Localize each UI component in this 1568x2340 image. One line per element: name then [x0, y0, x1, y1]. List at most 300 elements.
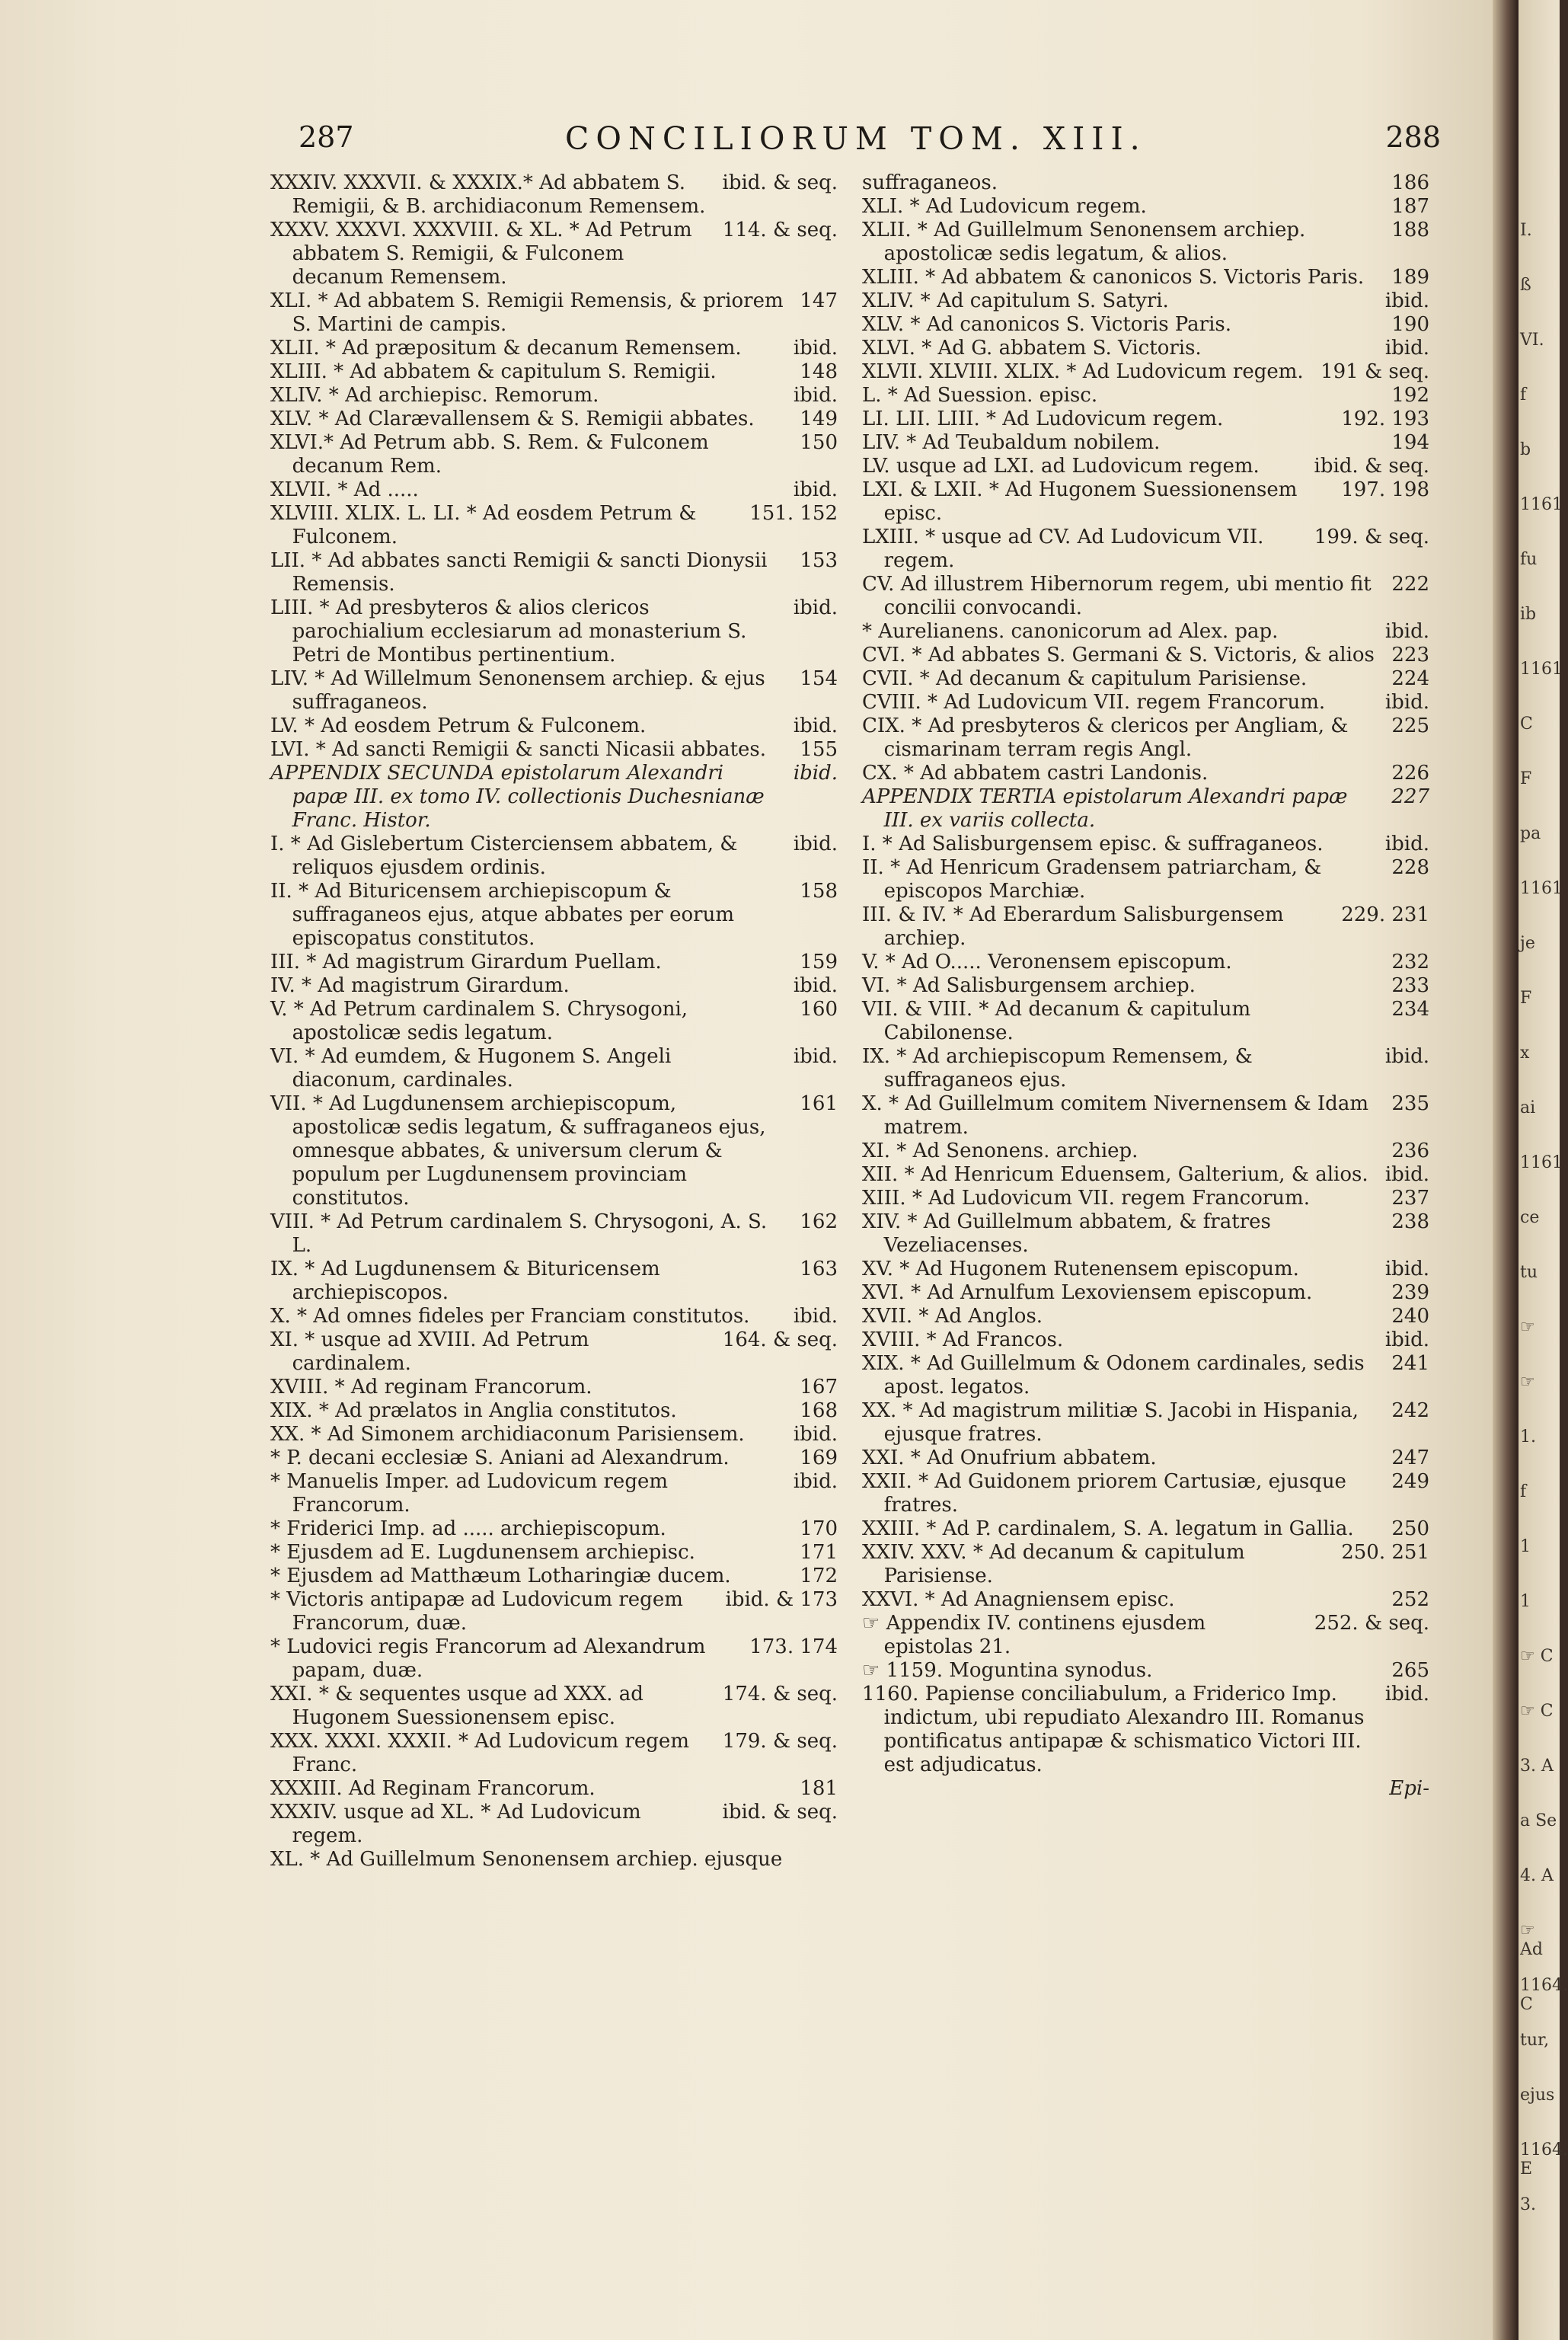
entry-text: XLI. * Ad Ludovicum regem.	[862, 195, 1147, 218]
entry-text: III. * Ad magistrum Girardum Puellam.	[270, 951, 662, 973]
entry-text: XLVII. XLVIII. XLIX. * Ad Ludovicum regem.	[862, 360, 1304, 383]
entry-text: IX. * Ad Lugdunensem & Bituricensem archiepiscopos.	[270, 1258, 660, 1304]
entry-text: LXIII. * usque ad CV. Ad Ludovicum VII. regem.	[862, 526, 1264, 572]
entry-page-ref: 150	[800, 431, 838, 454]
facing-page-fragment: ib	[1520, 605, 1537, 624]
entry-text: III. & IV. * Ad Eberardum Salisburgensem archiep.	[862, 903, 1284, 950]
entry-text: IX. * Ad archiepiscopum Remensem, & suffraganeos ejus.	[862, 1045, 1253, 1092]
index-entry	[270, 360, 838, 384]
facing-page-fragment: 1164. E	[1520, 2140, 1568, 2179]
entry-page-ref: ibid. & 173	[725, 1588, 838, 1611]
index-entry	[270, 1258, 838, 1305]
facing-page-fragment: a Se	[1520, 1811, 1557, 1830]
entry-page-ref: 222	[1391, 573, 1429, 596]
index-entry	[862, 1517, 1429, 1541]
entry-text: XLII. * Ad Guillelmum Senonensem archiep. apostolicæ sedis legatum, & alios.	[862, 219, 1306, 265]
index-entry	[270, 289, 838, 337]
entry-text: XXXV. XXXVI. XXXVIII. & XL. * Ad Petrum abbatem S. Remigii, & Fulconem decanum Remensem.	[270, 219, 692, 289]
entry-page-ref: 155	[800, 738, 838, 761]
facing-page-fragment: F	[1520, 769, 1532, 788]
entry-page-ref: 197. 198	[1341, 478, 1429, 501]
index-entry	[270, 1328, 838, 1376]
entry-text: suffraganeos.	[862, 171, 998, 194]
entry-page-ref: 192	[1391, 384, 1429, 407]
entry-page-ref: 229. 231	[1341, 903, 1429, 926]
facing-page-fragment: ☞ C	[1520, 1647, 1554, 1666]
entry-text: XIX. * Ad prælatos in Anglia constitutos.	[270, 1399, 677, 1422]
entry-text: LV. * Ad eosdem Petrum & Fulconem.	[270, 714, 647, 737]
entry-text: CVI. * Ad abbates S. Germani & S. Victoris, & alios	[862, 644, 1375, 667]
index-entry	[862, 998, 1429, 1045]
index-entry	[270, 714, 838, 738]
index-entry	[862, 856, 1429, 903]
entry-page-ref: ibid.	[1384, 1258, 1429, 1280]
entry-page-ref: 240	[1391, 1305, 1429, 1328]
entry-text: XXII. * Ad Guidonem priorem Cartusiæ, ejusque fratres.	[862, 1470, 1346, 1517]
left-column	[270, 171, 838, 1872]
running-header	[299, 120, 1441, 166]
index-entry	[270, 1210, 838, 1258]
entry-page-ref: 187	[1391, 195, 1429, 218]
entry-page-ref: 237	[1391, 1187, 1429, 1210]
facing-page-fragment: fu	[1520, 550, 1538, 569]
entry-page-ref: 227	[1391, 785, 1429, 808]
index-entry	[862, 171, 1429, 195]
index-entry	[270, 1376, 838, 1399]
index-entry	[270, 1045, 838, 1092]
entry-text: LII. * Ad abbates sancti Remigii & sancti Dionysii Remensis.	[270, 549, 768, 596]
entry-text: LVI. * Ad sancti Remigii & sancti Nicasii abbates.	[270, 738, 767, 761]
index-entry	[270, 1801, 838, 1848]
entry-text: CVIII. * Ad Ludovicum VII. regem Francorum.	[862, 691, 1326, 714]
entry-page-ref: ibid.	[1384, 1683, 1429, 1705]
facing-page-fragment: ai	[1520, 1098, 1536, 1117]
entry-page-ref: 154	[800, 667, 838, 690]
appendix-heading	[270, 762, 838, 833]
entry-text: XXX. XXXI. XXXII. * Ad Ludovicum regem Franc.	[270, 1730, 689, 1776]
entry-page-ref: 238	[1391, 1210, 1429, 1233]
facing-page-fragment: 4. A	[1520, 1866, 1554, 1885]
entry-text: XLVI.* Ad Petrum abb. S. Rem. & Fulconem decanum Rem.	[270, 431, 709, 478]
index-entry	[270, 880, 838, 951]
entry-page-ref: ibid.	[793, 337, 838, 360]
entry-page-ref: 234	[1391, 998, 1429, 1021]
entry-page-ref: 114. & seq.	[722, 219, 838, 241]
facing-page-fragment: I.	[1520, 221, 1532, 240]
index-entry	[862, 1045, 1429, 1092]
entry-text: * Aurelianens. canonicorum ad Alex. pap.	[862, 620, 1279, 643]
entry-text: * Victoris antipapæ ad Ludovicum regem Francorum, duæ.	[270, 1588, 683, 1635]
entry-text: V. * Ad Petrum cardinalem S. Chrysogoni, apostolicæ sedis legatum.	[270, 998, 688, 1044]
index-entry	[862, 289, 1429, 313]
entry-page-ref: 173. 174	[749, 1635, 838, 1658]
index-entry	[270, 502, 838, 549]
entry-text: XX. * Ad Simonem archidiaconum Parisiensem.	[270, 1423, 745, 1446]
facing-page-fragment: tu	[1520, 1263, 1538, 1282]
entry-text: IV. * Ad magistrum Girardum.	[270, 974, 570, 997]
entry-text: XLIII. * Ad abbatem & canonicos S. Victoris Paris.	[862, 266, 1365, 289]
entry-page-ref: ibid.	[793, 974, 838, 997]
entry-page-ref: ibid.	[793, 1305, 838, 1328]
entry-text: * Ejusdem ad Matthæum Lotharingiæ ducem.	[270, 1565, 731, 1587]
entry-page-ref: 241	[1391, 1352, 1429, 1375]
facing-page-fragment: 3.	[1520, 2195, 1536, 2214]
facing-page-fragment: f	[1520, 385, 1527, 404]
index-entry	[862, 1210, 1429, 1258]
index-entry	[862, 1612, 1429, 1659]
index-entry	[862, 974, 1429, 998]
entry-text: XXI. * & sequentes usque ad XXX. ad Hugonem Suessionensem episc.	[270, 1683, 643, 1729]
index-entry	[862, 219, 1429, 266]
entry-page-ref: ibid.	[1384, 691, 1429, 714]
index-entry	[862, 313, 1429, 337]
entry-text: XV. * Ad Hugonem Rutenensem episcopum.	[862, 1258, 1299, 1280]
entry-page-ref: ibid.	[1384, 1045, 1429, 1068]
entry-text: II. * Ad Henricum Gradensem patriarcham, & episcopos Marchiæ.	[862, 856, 1322, 903]
entry-page-ref: ibid.	[1384, 1163, 1429, 1186]
entry-text: * Manuelis Imper. ad Ludovicum regem Francorum.	[270, 1470, 669, 1517]
facing-page-fragment: 3. A	[1520, 1757, 1554, 1776]
index-entry	[862, 431, 1429, 455]
index-entry	[270, 171, 838, 219]
index-entry	[270, 1305, 838, 1328]
entry-text: XXXIV. usque ad XL. * Ad Ludovicum regem.	[270, 1801, 641, 1847]
entry-text: XII. * Ad Henricum Eduensem, Galterium, & alios.	[862, 1163, 1368, 1186]
entry-page-ref: 252. & seq.	[1314, 1612, 1429, 1635]
entry-text: * Ludovici regis Francorum ad Alexandrum papam, duæ.	[270, 1635, 706, 1682]
entry-page-ref: 233	[1391, 974, 1429, 997]
entry-text: * Friderici Imp. ad ..... archiepiscopum.	[270, 1517, 666, 1540]
entry-page-ref: 189	[1391, 266, 1429, 289]
entry-page-ref: 159	[800, 951, 838, 973]
entry-page-ref: 191 & seq.	[1321, 360, 1429, 383]
entry-page-ref: ibid.	[793, 478, 838, 501]
entry-text: XLVIII. XLIX. L. LI. * Ad eosdem Petrum & Fulconem.	[270, 502, 697, 548]
entry-text: * P. decani ecclesiæ S. Aniani ad Alexandrum.	[270, 1447, 730, 1469]
index-entry	[862, 360, 1429, 384]
index-entry	[862, 337, 1429, 360]
entry-page-ref: 167	[800, 1376, 838, 1399]
entry-page-ref: ibid.	[793, 1470, 838, 1493]
entry-text: XIV. * Ad Guillelmum abbatem, & fratres Vezeliacenses.	[862, 1210, 1271, 1257]
entry-page-ref: 239	[1391, 1281, 1429, 1304]
entry-page-ref: 226	[1391, 762, 1429, 785]
entry-text: XLVII. * Ad .....	[270, 478, 419, 501]
entry-page-ref: 161	[800, 1092, 838, 1115]
entry-page-ref: 181	[800, 1777, 838, 1800]
entry-page-ref: 169	[800, 1447, 838, 1469]
entry-text: XIX. * Ad Guillelmum & Odonem cardinales, sedis apost. legatos.	[862, 1352, 1365, 1399]
entry-page-ref: 171	[800, 1541, 838, 1564]
entry-text: LI. LII. LIII. * Ad Ludovicum regem.	[862, 408, 1224, 430]
entry-text: XLV. * Ad Clarævallensem & S. Remigii abbates.	[270, 408, 755, 430]
facing-page-fragment: 1161	[1520, 879, 1563, 898]
entry-text: LV. usque ad LXI. ad Ludovicum regem.	[862, 455, 1260, 478]
index-entry	[270, 1470, 838, 1517]
index-entry	[862, 1447, 1429, 1470]
entry-text: XLI. * Ad abbatem S. Remigii Remensis, & priorem S. Martini de campis.	[270, 289, 784, 336]
index-entry	[862, 384, 1429, 408]
index-entry	[270, 1730, 838, 1777]
entry-text: II. * Ad Bituricensem archiepiscopum & suffraganeos ejus, atque abbates per eorum episcopatus constitutos.	[270, 880, 734, 950]
index-entry	[862, 1281, 1429, 1305]
index-entry	[862, 903, 1429, 951]
index-entry	[270, 998, 838, 1045]
facing-page-fragment: pa	[1520, 824, 1541, 843]
entry-text: LIV. * Ad Willelmum Senonensem archiep. & ejus suffraganeos.	[270, 667, 765, 714]
facing-page-fragment: 1	[1520, 1592, 1531, 1611]
facing-page-fragment: 1.	[1520, 1427, 1536, 1447]
entry-page-ref: 151. 152	[749, 502, 838, 525]
index-entry	[862, 1328, 1429, 1352]
entry-text: XVI. * Ad Arnulfum Lexoviensem episcopum.	[862, 1281, 1313, 1304]
index-entry	[270, 1848, 838, 1872]
index-entry	[862, 1163, 1429, 1187]
entry-page-ref: ibid.	[793, 1045, 838, 1068]
index-entry	[270, 951, 838, 974]
index-entry	[862, 667, 1429, 691]
index-entry	[270, 596, 838, 667]
entry-text: XX. * Ad magistrum militiæ S. Jacobi in Hispania, ejusque fratres.	[862, 1399, 1359, 1446]
entry-page-ref: 232	[1391, 951, 1429, 973]
entry-text: XXIII. * Ad P. cardinalem, S. A. legatum in Gallia.	[862, 1517, 1354, 1540]
index-entry	[862, 1187, 1429, 1210]
entry-page-ref: 186	[1391, 171, 1429, 194]
facing-page-fragment: ☞ Ad	[1520, 1921, 1543, 1959]
index-entry	[862, 1305, 1429, 1328]
entry-text: XVIII. * Ad Francos.	[862, 1328, 1064, 1351]
facing-page-fragment: je	[1520, 934, 1535, 953]
index-entry	[862, 951, 1429, 974]
entry-text: ☞ 1159. Moguntina synodus.	[862, 1659, 1153, 1682]
index-entry	[862, 620, 1429, 644]
entry-page-ref: 235	[1391, 1092, 1429, 1115]
entry-text: ☞ Appendix IV. continens ejusdem epistolas 21.	[862, 1612, 1206, 1658]
entry-page-ref: 228	[1391, 856, 1429, 879]
entry-page-ref: ibid.	[793, 714, 838, 737]
entry-page-ref: 147	[800, 289, 838, 312]
index-entry	[862, 1352, 1429, 1399]
facing-page-fragment: b	[1520, 440, 1531, 459]
entry-page-ref: ibid. & seq.	[722, 171, 838, 194]
facing-page-fragment: 1161	[1520, 660, 1563, 679]
facing-page-fragment: tur,	[1520, 2031, 1550, 2050]
index-entry	[862, 266, 1429, 289]
entry-text: XVIII. * Ad reginam Francorum.	[270, 1376, 592, 1399]
index-entry	[270, 1588, 838, 1635]
index-entry	[270, 384, 838, 408]
index-entry	[862, 1258, 1429, 1281]
entry-text: XXI. * Ad Onufrium abbatem.	[862, 1447, 1157, 1469]
entry-page-ref: ibid.	[793, 762, 838, 785]
entry-text: XLII. * Ad præpositum & decanum Remensem.	[270, 337, 742, 360]
index-entry	[270, 1092, 838, 1210]
index-entry	[862, 1588, 1429, 1612]
index-entry	[862, 644, 1429, 667]
index-entry	[270, 1399, 838, 1423]
index-entry	[862, 1683, 1429, 1777]
entry-page-ref: ibid.	[793, 596, 838, 619]
entry-text: CIX. * Ad presbyteros & clericos per Angliam, & cismarinam terram regis Angl.	[862, 714, 1349, 761]
entry-page-ref: 199. & seq.	[1314, 526, 1429, 548]
index-entry	[270, 337, 838, 360]
index-entry	[862, 478, 1429, 526]
entry-page-ref: ibid.	[1384, 620, 1429, 643]
index-entry	[862, 1092, 1429, 1140]
entry-page-ref: 223	[1391, 644, 1429, 667]
index-entry	[862, 573, 1429, 620]
entry-text: CVII. * Ad decanum & capitulum Parisiense.	[862, 667, 1308, 690]
entry-page-ref: 249	[1391, 1470, 1429, 1493]
entry-text: XLIII. * Ad abbatem & capitulum S. Remigii.	[270, 360, 717, 383]
facing-page-fragment: C	[1520, 714, 1533, 734]
entry-text: XVII. * Ad Anglos.	[862, 1305, 1043, 1328]
entry-page-ref: 172	[800, 1565, 838, 1587]
entry-page-ref: 148	[800, 360, 838, 383]
facing-page-fragment: 1	[1520, 1537, 1531, 1556]
entry-text: VII. & VIII. * Ad decanum & capitulum Cabilonense.	[862, 998, 1251, 1044]
index-entry	[862, 195, 1429, 219]
entry-page-ref: ibid.	[1384, 337, 1429, 360]
facing-page-fragment: ce	[1520, 1208, 1540, 1227]
entry-text: VIII. * Ad Petrum cardinalem S. Chrysogoni, A. S. L.	[270, 1210, 768, 1257]
index-entry	[270, 1517, 838, 1541]
index-entry	[270, 1565, 838, 1588]
entry-text: XI. * usque ad XVIII. Ad Petrum cardinalem.	[270, 1328, 589, 1375]
entry-text: APPENDIX TERTIA epistolarum Alexandri papæ III. ex variis collecta.	[862, 785, 1348, 832]
entry-text: XIII. * Ad Ludovicum VII. regem Francorum.	[862, 1187, 1310, 1210]
index-entry	[270, 667, 838, 714]
facing-page-fragment: ☞	[1520, 1318, 1535, 1337]
index-entry	[270, 833, 838, 880]
index-entry	[862, 1140, 1429, 1163]
index-entry	[862, 762, 1429, 785]
entry-page-ref: 250	[1391, 1517, 1429, 1540]
entry-page-ref: ibid. & seq.	[1314, 455, 1429, 478]
entry-text: * Ejusdem ad E. Lugdunensem archiepisc.	[270, 1541, 695, 1564]
entry-page-ref: 188	[1391, 219, 1429, 241]
entry-page-ref: 252	[1391, 1588, 1429, 1611]
index-entry	[862, 1541, 1429, 1588]
running-title: CONCILIORUM TOM. XIII.	[565, 120, 1147, 157]
facing-page-fragment: ejus	[1520, 2086, 1555, 2105]
entry-page-ref: 247	[1391, 1447, 1429, 1469]
entry-page-ref: 242	[1391, 1399, 1429, 1422]
index-entry	[270, 478, 838, 502]
index-entry	[862, 714, 1429, 762]
entry-text: XL. * Ad Guillelmum Senonensem archiep. ejusque	[270, 1848, 783, 1871]
entry-page-ref: 158	[800, 880, 838, 903]
entry-page-ref: 194	[1391, 431, 1429, 454]
facing-page-fragment: ß	[1520, 276, 1531, 295]
index-entry	[862, 691, 1429, 714]
facing-page-fragment: ☞	[1520, 1373, 1535, 1392]
entry-text: XLIV. * Ad capitulum S. Satyri.	[862, 289, 1169, 312]
entry-text: LIV. * Ad Teubaldum nobilem.	[862, 431, 1161, 454]
entry-text: X. * Ad Guillelmum comitem Nivernensem & Idam matrem.	[862, 1092, 1368, 1139]
entry-text: XI. * Ad Senonens. archiep.	[862, 1140, 1138, 1162]
facing-page-fragment: 1164. C	[1520, 1976, 1568, 2014]
right-column	[862, 171, 1429, 1801]
entry-page-ref: ibid.	[1384, 289, 1429, 312]
entry-text: V. * Ad O..... Veronensem episcopum.	[862, 951, 1232, 973]
index-entry	[270, 1683, 838, 1730]
index-entry	[270, 1541, 838, 1565]
index-entry	[270, 738, 838, 762]
entry-text: VI. * Ad Salisburgensem archiep.	[862, 974, 1196, 997]
entry-page-ref: 225	[1391, 714, 1429, 737]
entry-text: XXXIV. XXXVII. & XXXIX.* Ad abbatem S. Remigii, & B. archidiaconum Remensem.	[270, 171, 706, 218]
appendix-heading	[862, 785, 1429, 833]
index-entry	[862, 455, 1429, 478]
entry-page-ref: 224	[1391, 667, 1429, 690]
entry-page-ref: 164. & seq.	[722, 1328, 838, 1351]
page-number-right: 288	[1385, 120, 1441, 154]
entry-page-ref: ibid.	[1384, 1328, 1429, 1351]
index-entry	[270, 219, 838, 289]
entry-page-ref: 153	[800, 549, 838, 572]
index-entry	[270, 1635, 838, 1683]
entry-text: VI. * Ad eumdem, & Hugonem S. Angeli diaconum, cardinales.	[270, 1045, 672, 1092]
index-entry	[862, 408, 1429, 431]
entry-page-ref: 190	[1391, 313, 1429, 336]
index-entry	[862, 526, 1429, 573]
entry-page-ref: 168	[800, 1399, 838, 1422]
entry-page-ref: 179. & seq.	[722, 1730, 838, 1753]
entry-page-ref: 174. & seq.	[722, 1683, 838, 1705]
entry-text: XLIV. * Ad archiepisc. Remorum.	[270, 384, 599, 407]
entry-page-ref: 160	[800, 998, 838, 1021]
entry-text: LIII. * Ad presbyteros & alios clericos parochialium ecclesiarum ad monasterium S. Petri de Montibus pertinentium.	[270, 596, 747, 667]
entry-page-ref: ibid.	[793, 833, 838, 855]
catchword: Epi-	[1389, 1777, 1429, 1800]
facing-page-fragment: x	[1520, 1044, 1530, 1063]
index-entry	[270, 431, 838, 478]
facing-page-fragment: 1161	[1520, 495, 1563, 514]
entry-text: XXIV. XXV. * Ad decanum & capitulum Parisiense.	[862, 1541, 1245, 1587]
entry-text: X. * Ad omnes fideles per Franciam constitutos.	[270, 1305, 750, 1328]
index-entry	[270, 1423, 838, 1447]
index-entry	[862, 1470, 1429, 1517]
page-number-left: 287	[299, 120, 354, 154]
index-entry	[862, 1659, 1429, 1683]
entry-text: I. * Ad Gislebertum Cisterciensem abbatem, & reliquos ejusdem ordinis.	[270, 833, 738, 879]
entry-text: APPENDIX SECUNDA epistolarum Alexandri papæ III. ex tomo IV. collectionis Duchesnianæ Franc. Histor.	[270, 762, 765, 832]
facing-page-edge	[1519, 0, 1568, 2340]
entry-page-ref: 192. 193	[1341, 408, 1429, 430]
entry-text: XXXIII. Ad Reginam Francorum.	[270, 1777, 596, 1800]
entry-page-ref: ibid. & seq.	[722, 1801, 838, 1824]
index-entry	[270, 1777, 838, 1801]
entry-page-ref: ibid.	[793, 384, 838, 407]
entry-page-ref: 170	[800, 1517, 838, 1540]
entry-page-ref: 250. 251	[1341, 1541, 1429, 1564]
entry-page-ref: ibid.	[1384, 833, 1429, 855]
index-entry	[270, 549, 838, 596]
entry-text: XLV. * Ad canonicos S. Victoris Paris.	[862, 313, 1231, 336]
entry-text: XXVI. * Ad Anagniensem episc.	[862, 1588, 1175, 1611]
facing-page-fragment: 1161	[1520, 1153, 1563, 1172]
index-entry	[270, 1447, 838, 1470]
facing-page-fragment: F	[1520, 989, 1532, 1008]
entry-page-ref: 265	[1391, 1659, 1429, 1682]
entry-text: 1160. Papiense conciliabulum, a Friderico Imp. indictum, ubi repudiato Alexandro III. Romanus pontificatus antipapæ & schismatico Victori III. est adjudicatus.	[862, 1683, 1365, 1776]
facing-page-fragment: VI.	[1520, 331, 1544, 350]
entry-text: LXI. & LXII. * Ad Hugonem Suessionensem episc.	[862, 478, 1298, 525]
index-entry	[270, 974, 838, 998]
entry-page-ref: 149	[800, 408, 838, 430]
index-entry	[862, 1399, 1429, 1447]
